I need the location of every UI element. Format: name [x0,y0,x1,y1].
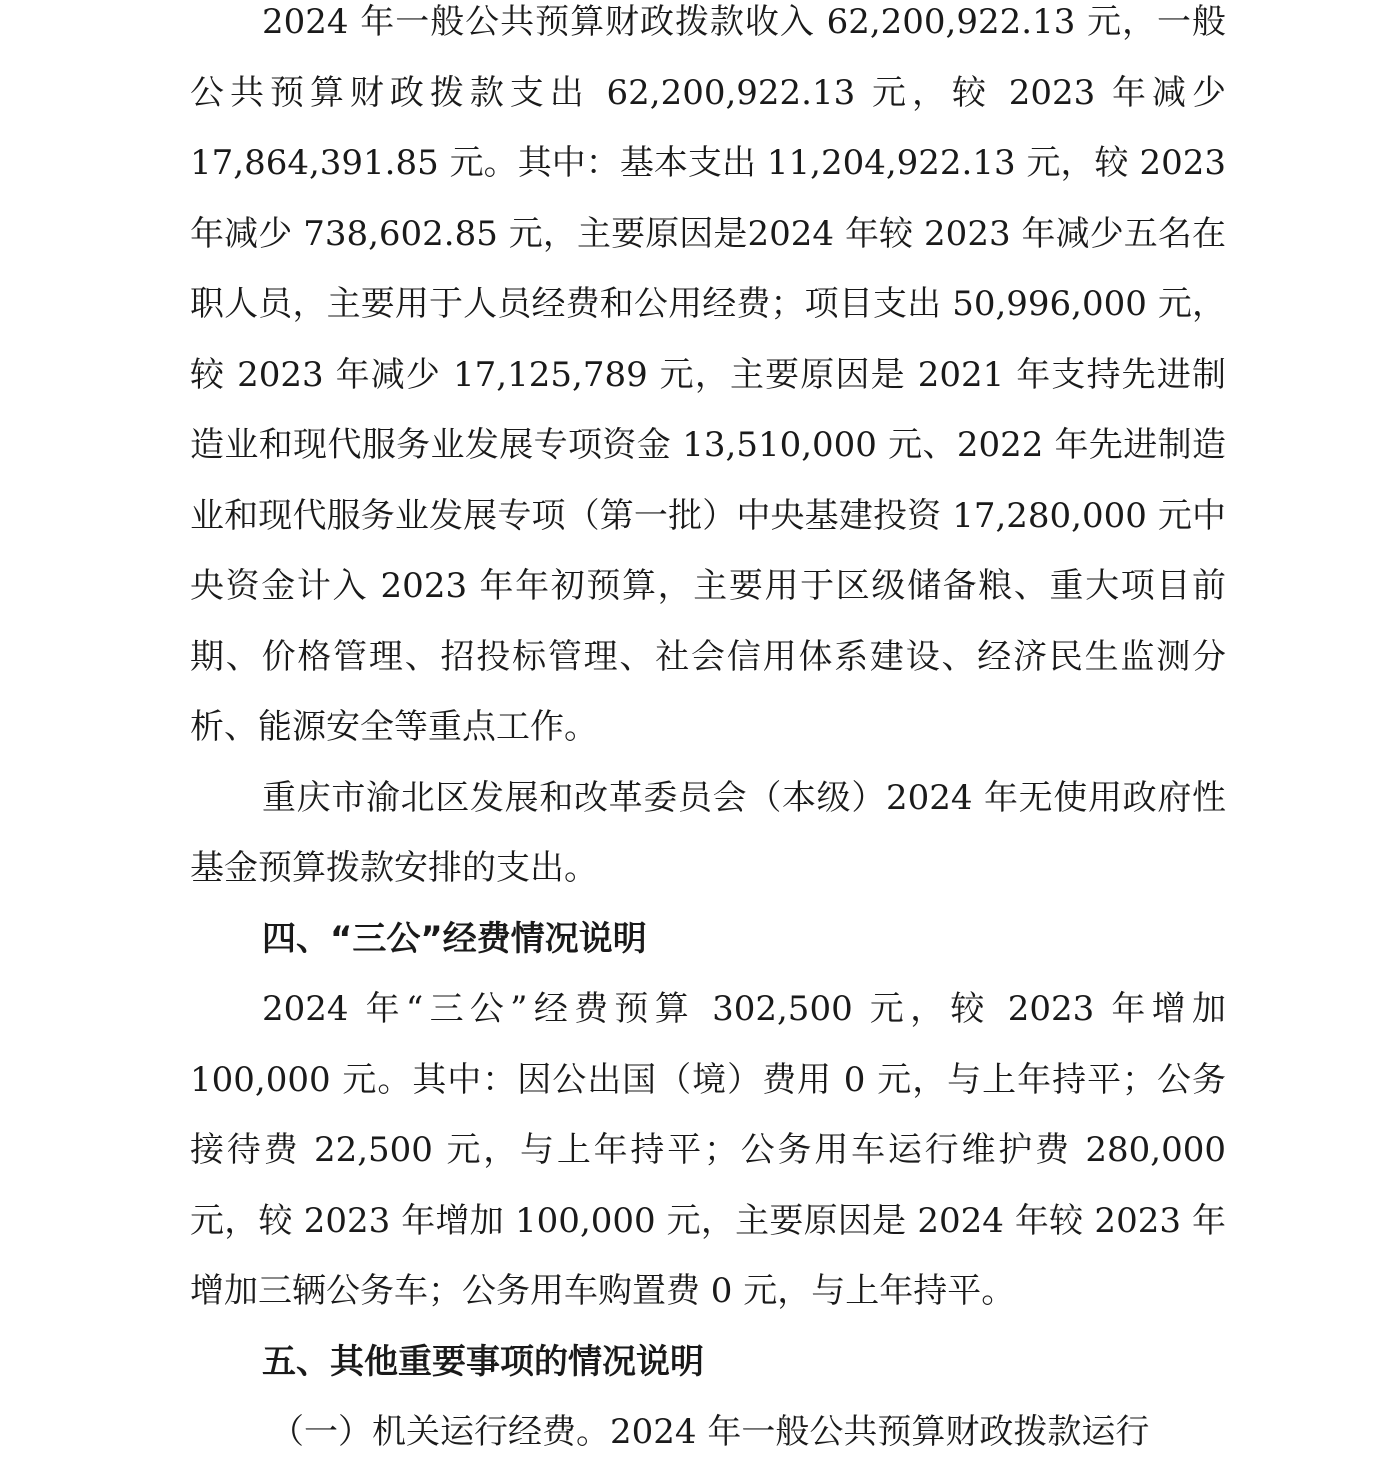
other-matters-heading: 五、其他重要事项的情况说明 [262,1341,704,1382]
document-page [190,0,1226,1468]
budget-revenue-paragraph: 2024 年一般公共预算财政拨款收入 62,200,922.13 元，一般公共预算财政拨款支出 62,200,922.13 元，较 2023 年减少17,864,391.85 元。其中：基本支出 11,204,922.13 元，较 2023 年减少 738,602.85 元，主要原因是2024 年较 2023 年减少五名在职人员，主要用于人员经费和公用经费；项目支出 50,996,000 元，较 2023 年减少 17,125,789 元，主要原因是 2021 年支持先进制造业和现代服务业发展专项资金 13,510,000 元、2022 年先进制造业和现代服务业发展专项（第一批）中央基建投资 17,280,000 元中央资金计入 2023 年年初预算，主要用于区级储备粮、重大项目前期、价格管理、招投标管理、社会信用体系建设、经济民生监测分析、能源安全等重点工作。 [190,2,1226,747]
gov-fund-paragraph: 重庆市渝北区发展和改革委员会（本级）2024 年无使用政府性基金预算拨款安排的支出。 [190,777,1226,888]
three-public-paragraph: 2024 年“三公”经费预算 302,500 元，较 2023 年增加100,000 元。其中：因公出国（境）费用 0 元，与上年持平；公务接待费 22,500 元，与上年持平；公务用车运行维护费 280,000元，较 2023 年增加 100,000 元，主要原因是 2024 年较 2023 年增加三辆公务车；公务用车购置费 0 元，与上年持平。 [190,989,1226,1311]
org-running-paragraph: （一）机关运行经费。2024 年一般公共预算财政拨款运行 [270,1412,1150,1452]
three-public-heading: 四、“三公”经费情况说明 [262,918,647,959]
